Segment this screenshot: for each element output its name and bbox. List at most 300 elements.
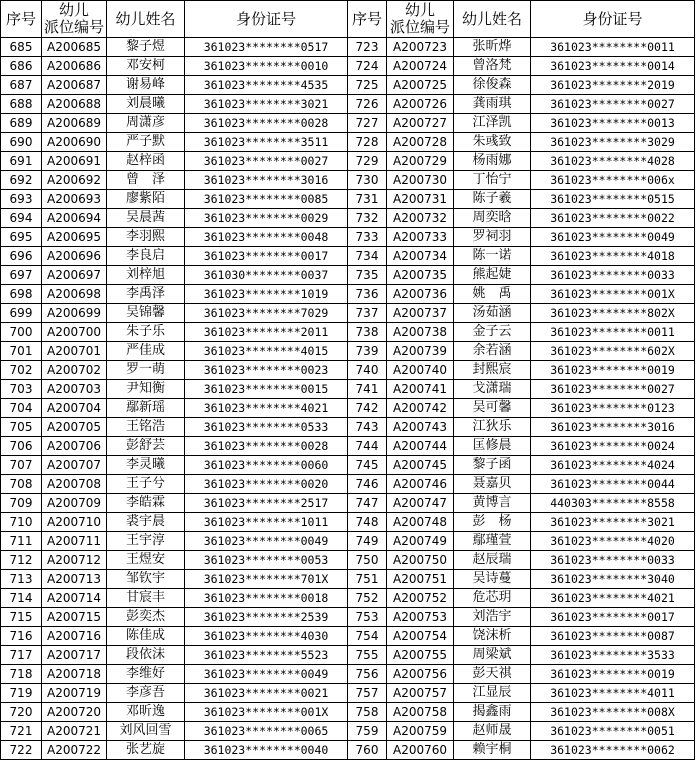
right-name-cell: 姚 禹: [454, 285, 531, 304]
right-seq-cell: 748: [348, 513, 387, 532]
right-seq-cell: 746: [348, 475, 387, 494]
right-name-cell: 熊起婕: [454, 266, 531, 285]
table-row: [1, 532, 695, 551]
left-seq-cell: 702: [1, 361, 42, 380]
left-name-cell: 王宇淳: [107, 532, 185, 551]
table-row: [1, 722, 695, 741]
right-code-cell: A200727: [387, 114, 454, 133]
right-code-cell: A200753: [387, 608, 454, 627]
table-row: [1, 95, 695, 114]
right-code-cell: A200723: [387, 38, 454, 57]
table-row: [1, 38, 695, 57]
right-id-cell: 361023********0011: [531, 38, 695, 57]
right-code-cell: A200744: [387, 437, 454, 456]
right-code-cell: A200740: [387, 361, 454, 380]
left-seq-cell: 698: [1, 285, 42, 304]
table-row: [1, 380, 695, 399]
right-id-cell: 361023********0014: [531, 57, 695, 76]
right-code-cell: A200731: [387, 190, 454, 209]
right-name-cell: 赵辰瑞: [454, 551, 531, 570]
left-code-cell: A200702: [42, 361, 107, 380]
table-row: [1, 247, 695, 266]
header-name: 幼儿姓名: [454, 1, 531, 38]
right-id-cell: 361023********0022: [531, 209, 695, 228]
left-id-cell: 361023********0053: [185, 551, 348, 570]
right-code-cell: A200736: [387, 285, 454, 304]
right-id-cell: 361023********0011: [531, 323, 695, 342]
left-id-cell: 361023********3021: [185, 95, 348, 114]
right-seq-cell: 755: [348, 646, 387, 665]
left-code-cell: A200694: [42, 209, 107, 228]
right-seq-cell: 747: [348, 494, 387, 513]
right-name-cell: 鄢瑾萱: [454, 532, 531, 551]
right-id-cell: 361023********4028: [531, 152, 695, 171]
right-name-cell: 陈一诺: [454, 247, 531, 266]
right-seq-cell: 737: [348, 304, 387, 323]
right-code-cell: A200734: [387, 247, 454, 266]
left-name-cell: 甘宸丰: [107, 589, 185, 608]
right-code-cell: A200732: [387, 209, 454, 228]
left-code-cell: A200685: [42, 38, 107, 57]
left-seq-cell: 700: [1, 323, 42, 342]
left-id-cell: 361023********0028: [185, 114, 348, 133]
right-id-cell: 361023********0019: [531, 361, 695, 380]
left-code-cell: A200704: [42, 399, 107, 418]
left-name-cell: 谢易峰: [107, 76, 185, 95]
header-id: 身份证号: [185, 1, 348, 38]
left-id-cell: 361023********2539: [185, 608, 348, 627]
left-id-cell: 361030********0037: [185, 266, 348, 285]
table-row: [1, 589, 695, 608]
left-name-cell: 吴锦馨: [107, 304, 185, 323]
left-seq-cell: 694: [1, 209, 42, 228]
right-code-cell: A200756: [387, 665, 454, 684]
left-code-cell: A200708: [42, 475, 107, 494]
table-row: [1, 190, 695, 209]
right-id-cell: 361023********0123: [531, 399, 695, 418]
right-name-cell: 赖宇桐: [454, 741, 531, 760]
right-name-cell: 杨雨娜: [454, 152, 531, 171]
right-code-cell: A200725: [387, 76, 454, 95]
right-id-cell: 361023********4020: [531, 532, 695, 551]
left-code-cell: A200699: [42, 304, 107, 323]
right-name-cell: 饶沫析: [454, 627, 531, 646]
left-id-cell: 361023********0021: [185, 684, 348, 703]
left-id-cell: 361023********0027: [185, 152, 348, 171]
table-row: [1, 475, 695, 494]
left-code-cell: A200692: [42, 171, 107, 190]
left-code-cell: A200711: [42, 532, 107, 551]
right-name-cell: 匡修晨: [454, 437, 531, 456]
right-seq-cell: 728: [348, 133, 387, 152]
right-seq-cell: 724: [348, 57, 387, 76]
right-id-cell: 361023********3533: [531, 646, 695, 665]
right-id-cell: 361023********006x: [531, 171, 695, 190]
right-seq-cell: 734: [348, 247, 387, 266]
right-code-cell: A200751: [387, 570, 454, 589]
left-name-cell: 邓安柯: [107, 57, 185, 76]
left-seq-cell: 713: [1, 570, 42, 589]
left-name-cell: 王铭浩: [107, 418, 185, 437]
right-seq-cell: 742: [348, 399, 387, 418]
right-id-cell: 361023********0033: [531, 551, 695, 570]
right-code-cell: A200724: [387, 57, 454, 76]
right-seq-cell: 760: [348, 741, 387, 760]
right-code-cell: A200745: [387, 456, 454, 475]
left-name-cell: 严子默: [107, 133, 185, 152]
right-seq-cell: 758: [348, 703, 387, 722]
right-name-cell: 江泽凯: [454, 114, 531, 133]
left-name-cell: 张艺旋: [107, 741, 185, 760]
table-row: [1, 57, 695, 76]
right-id-cell: 361023********008X: [531, 703, 695, 722]
table-row: [1, 323, 695, 342]
right-name-cell: 揭鑫雨: [454, 703, 531, 722]
left-name-cell: 邓昕逸: [107, 703, 185, 722]
right-id-cell: 361023********0515: [531, 190, 695, 209]
left-seq-cell: 696: [1, 247, 42, 266]
left-code-cell: A200717: [42, 646, 107, 665]
right-seq-cell: 733: [348, 228, 387, 247]
right-name-cell: 曾洛梵: [454, 57, 531, 76]
right-id-cell: 361023********0044: [531, 475, 695, 494]
right-id-cell: 361023********0027: [531, 95, 695, 114]
left-id-cell: 361023********0040: [185, 741, 348, 760]
right-id-cell: 361023********802X: [531, 304, 695, 323]
right-name-cell: 龚雨琪: [454, 95, 531, 114]
left-code-cell: A200710: [42, 513, 107, 532]
right-name-cell: 徐俊森: [454, 76, 531, 95]
left-code-cell: A200706: [42, 437, 107, 456]
right-seq-cell: 750: [348, 551, 387, 570]
left-seq-cell: 686: [1, 57, 42, 76]
left-code-cell: A200696: [42, 247, 107, 266]
left-id-cell: 361023********0023: [185, 361, 348, 380]
right-code-cell: A200757: [387, 684, 454, 703]
right-name-cell: 刘浩宇: [454, 608, 531, 627]
left-code-cell: A200688: [42, 95, 107, 114]
left-name-cell: 邹钦宇: [107, 570, 185, 589]
right-id-cell: 361023********0017: [531, 608, 695, 627]
left-seq-cell: 711: [1, 532, 42, 551]
left-code-cell: A200712: [42, 551, 107, 570]
right-code-cell: A200748: [387, 513, 454, 532]
left-code-cell: A200689: [42, 114, 107, 133]
left-name-cell: 黎子煜: [107, 38, 185, 57]
left-id-cell: 361023********0049: [185, 665, 348, 684]
right-seq-cell: 726: [348, 95, 387, 114]
left-code-cell: A200697: [42, 266, 107, 285]
table-row: [1, 171, 695, 190]
right-seq-cell: 725: [348, 76, 387, 95]
left-name-cell: 廖紫陌: [107, 190, 185, 209]
left-seq-cell: 707: [1, 456, 42, 475]
table-row: [1, 418, 695, 437]
right-name-cell: 陈子羲: [454, 190, 531, 209]
left-name-cell: 彭奕杰: [107, 608, 185, 627]
table-row: [1, 513, 695, 532]
right-id-cell: 361023********602X: [531, 342, 695, 361]
right-name-cell: 金子云: [454, 323, 531, 342]
right-seq-cell: 738: [348, 323, 387, 342]
left-id-cell: 361023********001X: [185, 703, 348, 722]
table-row: [1, 570, 695, 589]
right-seq-cell: 753: [348, 608, 387, 627]
left-name-cell: 李羽熙: [107, 228, 185, 247]
right-code-cell: A200746: [387, 475, 454, 494]
left-name-cell: 李彦吾: [107, 684, 185, 703]
left-id-cell: 361023********0517: [185, 38, 348, 57]
right-code-cell: A200752: [387, 589, 454, 608]
left-id-cell: 361023********0010: [185, 57, 348, 76]
right-name-cell: 江显辰: [454, 684, 531, 703]
left-id-cell: 361023********0048: [185, 228, 348, 247]
right-code-cell: A200735: [387, 266, 454, 285]
left-code-cell: A200705: [42, 418, 107, 437]
header-code: 幼儿 派位编号: [42, 1, 107, 38]
right-name-cell: 丁怡宁: [454, 171, 531, 190]
right-seq-cell: 759: [348, 722, 387, 741]
header-name: 幼儿姓名: [107, 1, 185, 38]
right-id-cell: 440303********8558: [531, 494, 695, 513]
left-code-cell: A200695: [42, 228, 107, 247]
right-name-cell: 江狄乐: [454, 418, 531, 437]
left-seq-cell: 706: [1, 437, 42, 456]
table-row: [1, 665, 695, 684]
left-code-cell: A200687: [42, 76, 107, 95]
left-name-cell: 周潇彦: [107, 114, 185, 133]
right-name-cell: 封熙宸: [454, 361, 531, 380]
left-seq-cell: 703: [1, 380, 42, 399]
right-id-cell: 361023********0024: [531, 437, 695, 456]
left-code-cell: A200698: [42, 285, 107, 304]
left-seq-cell: 716: [1, 627, 42, 646]
left-name-cell: 裘宇晨: [107, 513, 185, 532]
right-id-cell: 361023********4011: [531, 684, 695, 703]
table-row: [1, 266, 695, 285]
left-id-cell: 361023********2011: [185, 323, 348, 342]
right-seq-cell: 749: [348, 532, 387, 551]
left-name-cell: 王煜安: [107, 551, 185, 570]
right-name-cell: 周梁斌: [454, 646, 531, 665]
right-id-cell: 361023********3029: [531, 133, 695, 152]
left-id-cell: 361023********5523: [185, 646, 348, 665]
right-code-cell: A200749: [387, 532, 454, 551]
left-code-cell: A200703: [42, 380, 107, 399]
table-row: [1, 76, 695, 95]
left-code-cell: A200701: [42, 342, 107, 361]
right-seq-cell: 751: [348, 570, 387, 589]
right-id-cell: 361023********0013: [531, 114, 695, 133]
right-code-cell: A200758: [387, 703, 454, 722]
left-seq-cell: 712: [1, 551, 42, 570]
right-seq-cell: 727: [348, 114, 387, 133]
right-code-cell: A200747: [387, 494, 454, 513]
header-seq: 序号: [1, 1, 42, 38]
table-row: [1, 114, 695, 133]
right-id-cell: 361023********0051: [531, 722, 695, 741]
right-id-cell: 361023********0049: [531, 228, 695, 247]
right-seq-cell: 745: [348, 456, 387, 475]
right-id-cell: 361023********2019: [531, 76, 695, 95]
left-id-cell: 361023********0049: [185, 532, 348, 551]
left-id-cell: 361023********701X: [185, 570, 348, 589]
left-code-cell: A200691: [42, 152, 107, 171]
table-row: [1, 285, 695, 304]
right-seq-cell: 741: [348, 380, 387, 399]
left-name-cell: 王子兮: [107, 475, 185, 494]
left-name-cell: 罗一萌: [107, 361, 185, 380]
left-code-cell: A200690: [42, 133, 107, 152]
left-seq-cell: 718: [1, 665, 42, 684]
table-row: [1, 684, 695, 703]
right-code-cell: A200726: [387, 95, 454, 114]
table-row: [1, 703, 695, 722]
right-code-cell: A200728: [387, 133, 454, 152]
table-row: [1, 608, 695, 627]
left-seq-cell: 709: [1, 494, 42, 513]
right-id-cell: 361023********4024: [531, 456, 695, 475]
left-name-cell: 刘风回雪: [107, 722, 185, 741]
table-row: [1, 551, 695, 570]
left-name-cell: 刘晨曦: [107, 95, 185, 114]
left-name-cell: 鄢新瑶: [107, 399, 185, 418]
right-code-cell: A200743: [387, 418, 454, 437]
right-seq-cell: 731: [348, 190, 387, 209]
right-seq-cell: 736: [348, 285, 387, 304]
left-name-cell: 彭舒芸: [107, 437, 185, 456]
table-row: [1, 209, 695, 228]
right-name-cell: 彭 杨: [454, 513, 531, 532]
right-seq-cell: 735: [348, 266, 387, 285]
right-id-cell: 361023********0027: [531, 380, 695, 399]
table-row: [1, 152, 695, 171]
left-seq-cell: 697: [1, 266, 42, 285]
left-name-cell: 李维好: [107, 665, 185, 684]
left-name-cell: 李禹泽: [107, 285, 185, 304]
left-name-cell: 李良启: [107, 247, 185, 266]
right-seq-cell: 756: [348, 665, 387, 684]
right-name-cell: 汤茹涵: [454, 304, 531, 323]
right-code-cell: A200754: [387, 627, 454, 646]
left-id-cell: 361023********0020: [185, 475, 348, 494]
right-name-cell: 黎子函: [454, 456, 531, 475]
left-id-cell: 361023********0085: [185, 190, 348, 209]
left-id-cell: 361023********4030: [185, 627, 348, 646]
right-seq-cell: 752: [348, 589, 387, 608]
left-code-cell: A200716: [42, 627, 107, 646]
right-seq-cell: 757: [348, 684, 387, 703]
right-id-cell: 361023********3021: [531, 513, 695, 532]
left-id-cell: 361023********2517: [185, 494, 348, 513]
left-name-cell: 曾 泽: [107, 171, 185, 190]
left-seq-cell: 699: [1, 304, 42, 323]
left-seq-cell: 691: [1, 152, 42, 171]
left-code-cell: A200721: [42, 722, 107, 741]
header-row: [1, 1, 695, 38]
left-code-cell: A200718: [42, 665, 107, 684]
right-id-cell: 361023********0019: [531, 665, 695, 684]
left-name-cell: 朱子乐: [107, 323, 185, 342]
left-name-cell: 李皓霖: [107, 494, 185, 513]
right-seq-cell: 723: [348, 38, 387, 57]
right-code-cell: A200729: [387, 152, 454, 171]
right-name-cell: 余若涵: [454, 342, 531, 361]
left-seq-cell: 720: [1, 703, 42, 722]
right-name-cell: 危芯玥: [454, 589, 531, 608]
right-name-cell: 吴可馨: [454, 399, 531, 418]
right-name-cell: 朱彧致: [454, 133, 531, 152]
table-row: [1, 342, 695, 361]
left-seq-cell: 721: [1, 722, 42, 741]
left-id-cell: 361023********0018: [185, 589, 348, 608]
right-code-cell: A200730: [387, 171, 454, 190]
table-row: [1, 646, 695, 665]
left-seq-cell: 714: [1, 589, 42, 608]
left-code-cell: A200720: [42, 703, 107, 722]
left-id-cell: 361023********0017: [185, 247, 348, 266]
right-name-cell: 戈潇瑞: [454, 380, 531, 399]
table-header: [1, 1, 695, 38]
left-id-cell: 361023********0060: [185, 456, 348, 475]
right-seq-cell: 744: [348, 437, 387, 456]
left-seq-cell: 705: [1, 418, 42, 437]
left-code-cell: A200700: [42, 323, 107, 342]
right-code-cell: A200742: [387, 399, 454, 418]
left-seq-cell: 722: [1, 741, 42, 760]
left-code-cell: A200713: [42, 570, 107, 589]
left-id-cell: 361023********3511: [185, 133, 348, 152]
left-seq-cell: 687: [1, 76, 42, 95]
table-body: [1, 38, 695, 760]
left-seq-cell: 708: [1, 475, 42, 494]
left-id-cell: 361023********0015: [185, 380, 348, 399]
left-id-cell: 361023********3016: [185, 171, 348, 190]
left-code-cell: A200709: [42, 494, 107, 513]
left-seq-cell: 685: [1, 38, 42, 57]
right-seq-cell: 754: [348, 627, 387, 646]
right-name-cell: 张昕烨: [454, 38, 531, 57]
left-seq-cell: 710: [1, 513, 42, 532]
right-code-cell: A200733: [387, 228, 454, 247]
left-seq-cell: 717: [1, 646, 42, 665]
right-seq-cell: 730: [348, 171, 387, 190]
right-seq-cell: 732: [348, 209, 387, 228]
left-code-cell: A200686: [42, 57, 107, 76]
left-name-cell: 段依沫: [107, 646, 185, 665]
left-seq-cell: 719: [1, 684, 42, 703]
right-id-cell: 361023********4018: [531, 247, 695, 266]
left-name-cell: 刘梓旭: [107, 266, 185, 285]
right-id-cell: 361023********4021: [531, 589, 695, 608]
left-id-cell: 361023********0065: [185, 722, 348, 741]
right-name-cell: 周奕晗: [454, 209, 531, 228]
left-id-cell: 361023********4015: [185, 342, 348, 361]
left-seq-cell: 688: [1, 95, 42, 114]
table-row: [1, 494, 695, 513]
left-name-cell: 吴晨茜: [107, 209, 185, 228]
right-code-cell: A200750: [387, 551, 454, 570]
left-name-cell: 尹知衡: [107, 380, 185, 399]
header-seq: 序号: [348, 1, 387, 38]
right-name-cell: 聂嘉贝: [454, 475, 531, 494]
right-code-cell: A200755: [387, 646, 454, 665]
right-name-cell: 黄博言: [454, 494, 531, 513]
header-id: 身份证号: [531, 1, 695, 38]
left-name-cell: 陈佳成: [107, 627, 185, 646]
left-id-cell: 361023********0533: [185, 418, 348, 437]
right-name-cell: 赵师晟: [454, 722, 531, 741]
